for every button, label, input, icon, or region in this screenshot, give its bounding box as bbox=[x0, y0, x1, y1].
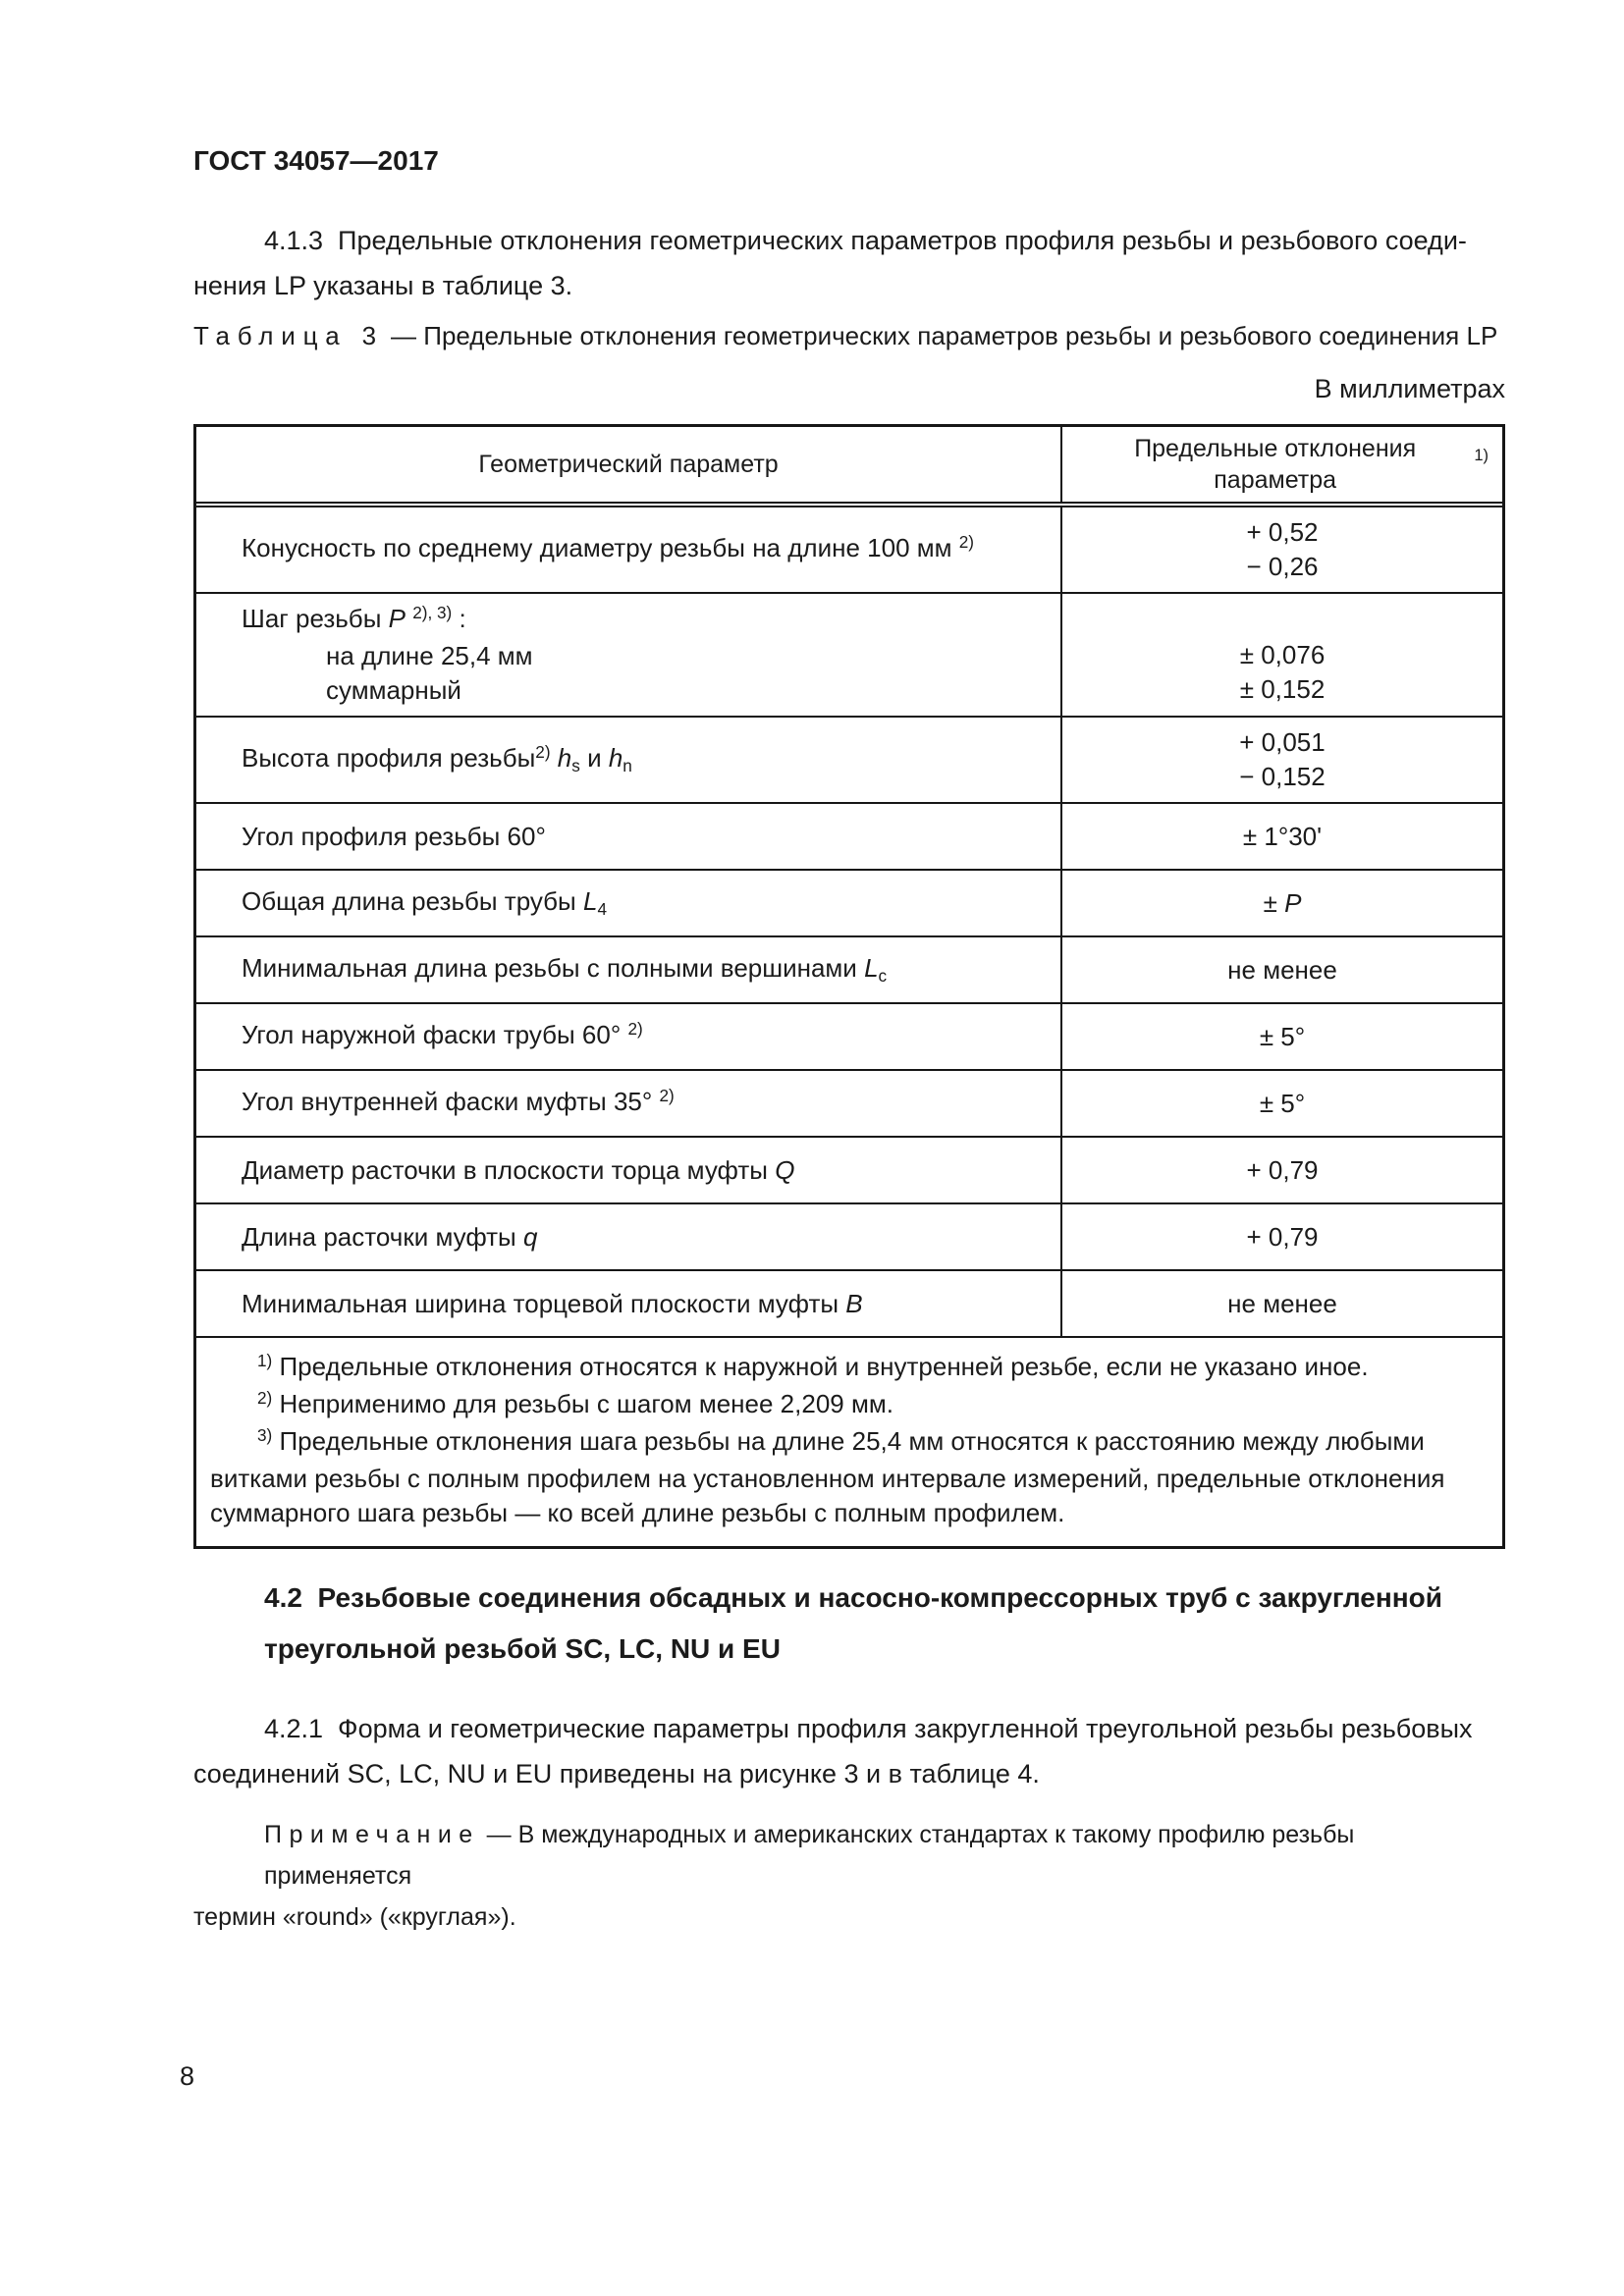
text-segment: 2) bbox=[257, 1387, 273, 1408]
param-line bbox=[242, 602, 1041, 639]
text-segment: Минимальная длина резьбы с полными вершинами bbox=[242, 953, 865, 983]
text-segment: 3) bbox=[257, 1424, 273, 1445]
param-line bbox=[242, 1287, 1041, 1321]
note-line bbox=[193, 1814, 1505, 1896]
heading-line: 4.2 Резьбовые соединения обсадных и насосно-компрессорных труб с закругленной bbox=[264, 1582, 1442, 1613]
text-segment: на длине 25,4 мм bbox=[326, 641, 533, 670]
table-header-row bbox=[196, 427, 1502, 507]
text-segment: + 0,051 bbox=[1239, 727, 1326, 757]
paragraph-line: 4.2.1 Форма и геометрические параметры профиля закругленной треугольной резьбы резьбовых bbox=[264, 1714, 1473, 1743]
text-segment: L bbox=[864, 953, 879, 983]
note-line: термин «round» («круглая»). bbox=[193, 1903, 516, 1931]
value-line bbox=[1260, 1087, 1305, 1121]
value-line bbox=[1239, 725, 1325, 760]
param-line bbox=[242, 820, 1041, 854]
paragraph-4-1-3 bbox=[193, 218, 1505, 308]
footnote bbox=[210, 1387, 1485, 1424]
value-cell bbox=[1062, 804, 1502, 869]
note-text: — В международных и американских стандартах к такому профилю резьбы применяется bbox=[264, 1821, 1362, 1890]
text-segment: 1) bbox=[257, 1350, 273, 1370]
text-segment: не менее bbox=[1227, 1288, 1337, 1318]
table-row bbox=[196, 592, 1502, 716]
value-line bbox=[1227, 1287, 1337, 1321]
value-cell bbox=[1062, 507, 1502, 592]
value-cell bbox=[1062, 1138, 1502, 1202]
text-segment: В bbox=[845, 1288, 863, 1318]
table-caption-label: Таблица 3 bbox=[193, 321, 384, 350]
table-header-param bbox=[196, 427, 1062, 502]
value-line bbox=[1260, 1020, 1305, 1054]
text-segment: Геометрический параметр bbox=[478, 451, 779, 478]
value-cell bbox=[1062, 871, 1502, 935]
paragraph-4-2-1 bbox=[193, 1706, 1505, 1796]
text-segment: P bbox=[1284, 887, 1302, 918]
param-line bbox=[242, 1085, 1041, 1122]
table-footnotes bbox=[196, 1336, 1502, 1546]
table-caption-text: — Предельные отклонения геометрических параметров резьбы и резьбового соединения LP bbox=[383, 321, 1498, 350]
text-segment: Предельные отклонения параметра bbox=[1134, 435, 1417, 494]
value-line bbox=[1246, 1220, 1318, 1255]
text-segment: s bbox=[571, 755, 580, 775]
param-cell bbox=[196, 507, 1062, 592]
doc-header: ГОСТ 34057—2017 bbox=[193, 145, 439, 176]
value-cell bbox=[1062, 594, 1502, 716]
text-segment: 2), 3) bbox=[412, 602, 453, 622]
text-segment: 2) bbox=[627, 1018, 643, 1039]
table-3 bbox=[193, 424, 1505, 1549]
text-segment: Конусность по среднему диаметру резьбы на длине 100 мм bbox=[242, 533, 959, 562]
param-subline bbox=[242, 673, 1041, 708]
value-line bbox=[1278, 604, 1285, 638]
table-row bbox=[196, 802, 1502, 869]
text-segment: ± bbox=[1263, 887, 1285, 918]
paragraph-line: 4.1.3 Предельные отклонения геометрических параметров профиля резьбы и резьбового соеди- bbox=[264, 226, 1467, 255]
text-segment: Предельные отклонения относятся к наружной и внутренней резьбе, если не указано иное. bbox=[272, 1352, 1369, 1381]
text-segment: Минимальная ширина торцевой плоскости муфты bbox=[242, 1288, 846, 1318]
text-segment: c bbox=[878, 965, 888, 986]
heading-line: треугольной резьбой SC, LC, NU и EU bbox=[264, 1633, 781, 1664]
text-segment: Длина расточки муфты bbox=[242, 1221, 523, 1252]
text-segment: Диаметр расточки в плоскости торца муфты bbox=[242, 1154, 776, 1185]
param-line bbox=[242, 531, 1041, 568]
table-row bbox=[196, 507, 1502, 592]
text-segment: − 0,152 bbox=[1239, 762, 1326, 791]
param-cell bbox=[196, 1138, 1062, 1202]
text-segment: P bbox=[388, 604, 406, 633]
table-row bbox=[196, 1002, 1502, 1069]
table-row bbox=[196, 935, 1502, 1002]
text-segment: + 0,79 bbox=[1246, 1221, 1319, 1252]
text-segment: не менее bbox=[1227, 954, 1337, 985]
text-segment: суммарный bbox=[326, 675, 461, 705]
text-segment: Шаг резьбы bbox=[242, 604, 389, 633]
text-segment: ± 5° bbox=[1259, 1088, 1306, 1118]
text-segment bbox=[1278, 606, 1285, 635]
param-cell bbox=[196, 1004, 1062, 1069]
table-caption bbox=[193, 316, 1505, 355]
text-segment: Угол профиля резьбы 60° bbox=[242, 821, 546, 851]
note-label: Примечание bbox=[264, 1821, 480, 1848]
value-line bbox=[1227, 953, 1337, 988]
note-round bbox=[193, 1814, 1505, 1938]
table-header-deviation bbox=[1062, 427, 1502, 502]
text-segment: 2) bbox=[659, 1085, 675, 1105]
paragraph-line: соединений SC, LC, NU и EU приведены на рисунке 3 и в таблице 4. bbox=[193, 1759, 1040, 1789]
param-cell bbox=[196, 1204, 1062, 1269]
param-cell bbox=[196, 594, 1062, 716]
text-segment: Неприменимо для резьбы с шагом менее 2,209 мм. bbox=[272, 1389, 893, 1418]
text-segment: Q bbox=[775, 1154, 795, 1185]
param-line bbox=[242, 1153, 1041, 1188]
value-line bbox=[1246, 1153, 1318, 1188]
text-segment: 2) bbox=[958, 531, 974, 552]
text-segment: и bbox=[579, 743, 609, 773]
param-cell bbox=[196, 937, 1062, 1002]
text-segment: Высота профиля резьбы bbox=[242, 743, 536, 773]
text-segment: 4 bbox=[597, 898, 607, 919]
text-segment: ± 5° bbox=[1259, 1021, 1306, 1051]
text-segment: 1) bbox=[1474, 446, 1489, 464]
value-cell bbox=[1062, 1071, 1502, 1136]
param-subline bbox=[242, 639, 1041, 673]
param-line bbox=[242, 741, 1041, 778]
table-row bbox=[196, 1136, 1502, 1202]
units-note: В миллиметрах bbox=[1314, 374, 1505, 403]
text-segment: − 0,26 bbox=[1246, 552, 1319, 581]
value-line bbox=[1264, 886, 1302, 921]
value-cell bbox=[1062, 1271, 1502, 1336]
text-segment: + 0,79 bbox=[1246, 1154, 1319, 1185]
value-line bbox=[1246, 550, 1318, 584]
text-segment bbox=[551, 743, 558, 773]
text-segment: 2) bbox=[535, 741, 551, 762]
section-4-2-heading bbox=[264, 1573, 1505, 1675]
param-cell bbox=[196, 718, 1062, 802]
param-cell bbox=[196, 804, 1062, 869]
table-row bbox=[196, 1069, 1502, 1136]
footnote bbox=[210, 1350, 1485, 1387]
text-segment: Угол наружной фаски трубы 60° bbox=[242, 1020, 628, 1049]
param-cell bbox=[196, 1271, 1062, 1336]
value-line bbox=[1240, 672, 1326, 707]
param-line bbox=[242, 884, 1041, 922]
param-cell bbox=[196, 1071, 1062, 1136]
value-line bbox=[1243, 820, 1322, 854]
value-cell bbox=[1062, 937, 1502, 1002]
page-number: 8 bbox=[180, 2061, 195, 2091]
text-segment: h bbox=[608, 743, 623, 773]
value-cell bbox=[1062, 1004, 1502, 1069]
param-line bbox=[242, 1018, 1041, 1055]
text-segment: h bbox=[557, 743, 572, 773]
value-cell bbox=[1062, 1204, 1502, 1269]
text-segment: ± 1°30' bbox=[1242, 821, 1323, 851]
table-rows bbox=[196, 507, 1502, 1336]
text-segment: Предельные отклонения шага резьбы на длине 25,4 мм относятся к расстоянию между любыми витками резьбы с полным профилем на установленном интервале измерений, предельные отклонения суммарного шага резьбы — ко всей длине резьбы с полным профилем. bbox=[210, 1426, 1445, 1527]
text-segment: ± 0,152 bbox=[1239, 673, 1326, 704]
footnote bbox=[210, 1424, 1485, 1530]
value-line bbox=[1239, 760, 1325, 794]
table-row bbox=[196, 716, 1502, 802]
text-segment: n bbox=[623, 755, 632, 775]
value-line bbox=[1246, 515, 1318, 550]
value-cell bbox=[1062, 718, 1502, 802]
table-row bbox=[196, 869, 1502, 935]
text-segment: + 0,52 bbox=[1246, 517, 1319, 547]
text-segment: q bbox=[522, 1221, 538, 1252]
text-segment: Угол внутренней фаски муфты 35° bbox=[242, 1087, 660, 1116]
table-row bbox=[196, 1202, 1502, 1269]
text-segment: ± 0,076 bbox=[1239, 639, 1326, 669]
param-line bbox=[242, 1220, 1041, 1255]
text-segment: L bbox=[582, 886, 598, 916]
text-segment: Общая длина резьбы трубы bbox=[242, 886, 583, 916]
param-line bbox=[242, 951, 1041, 988]
value-line bbox=[1240, 638, 1326, 672]
text-segment: : bbox=[452, 604, 466, 633]
param-cell bbox=[196, 871, 1062, 935]
paragraph-line: нения LP указаны в таблице 3. bbox=[193, 271, 573, 300]
table-row bbox=[196, 1269, 1502, 1336]
